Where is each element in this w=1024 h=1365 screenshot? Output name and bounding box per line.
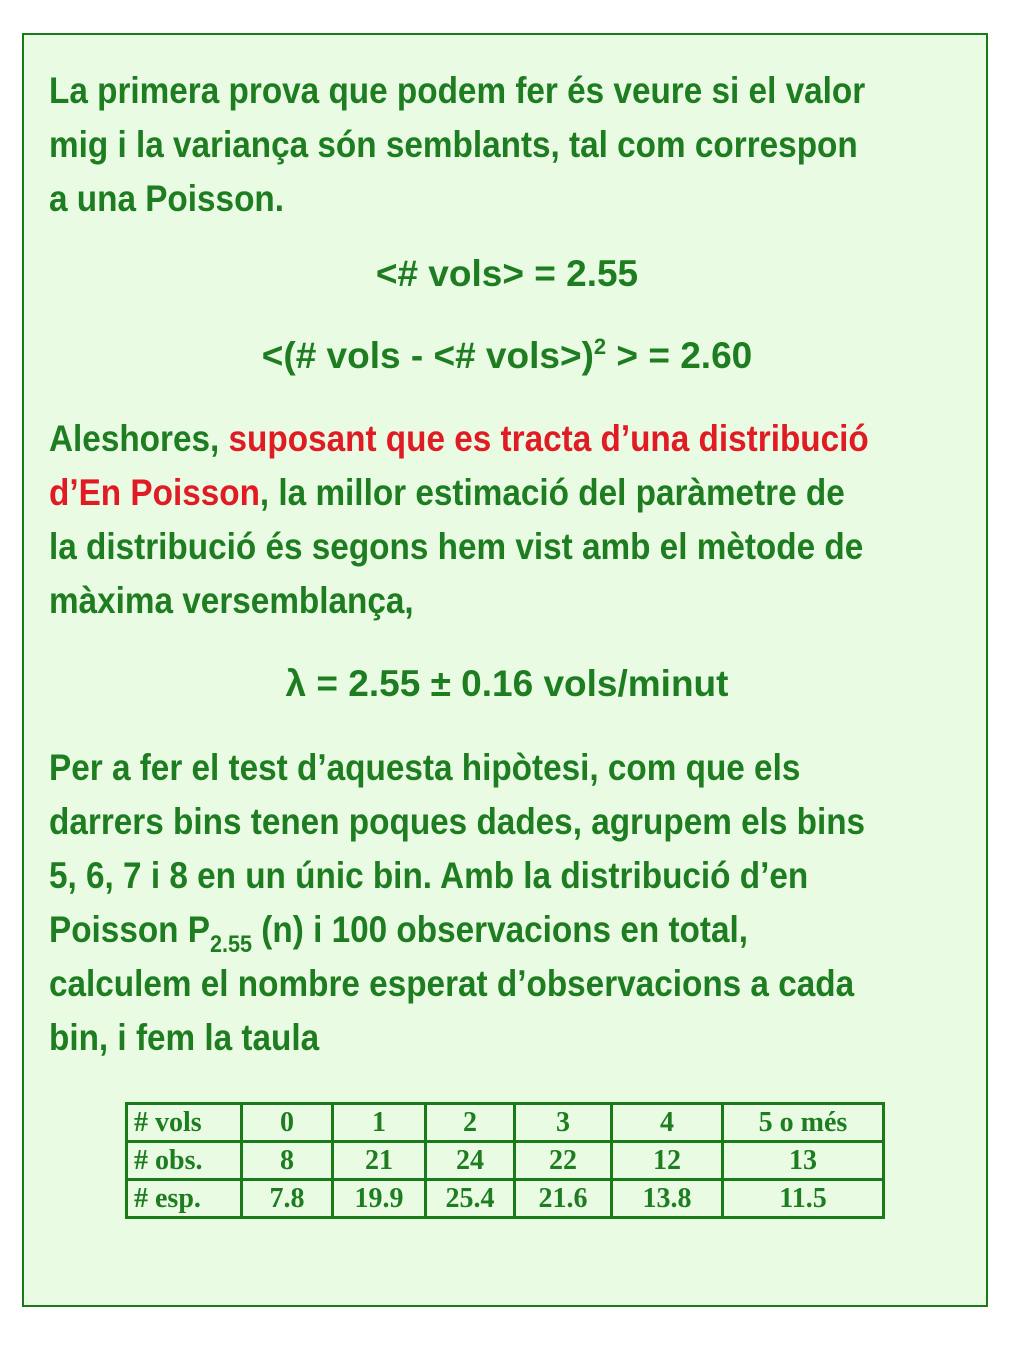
poisson-label: Poisson P	[49, 909, 211, 950]
slide-panel	[22, 33, 988, 1307]
table-cell: 21.6	[515, 1180, 612, 1218]
assumption-paragraph	[49, 412, 882, 628]
table-cell: 0	[242, 1104, 333, 1142]
table-cell: 21	[333, 1142, 426, 1180]
table-cell: 8	[242, 1142, 333, 1180]
test-line-2: darrers bins tenen poques dades, agrupem els bins	[49, 801, 866, 842]
intro-paragraph	[49, 64, 882, 226]
intro-line-1: La primera prova que podem fer és veure si el valor	[49, 70, 866, 111]
table-cell: 22	[515, 1142, 612, 1180]
assumption-line-4: màxima versemblança,	[49, 580, 414, 621]
assumption-rest: , la millor estimació del paràmetre de	[259, 472, 845, 513]
assumption-start: Aleshores,	[49, 418, 229, 459]
table-cell: 12	[612, 1142, 723, 1180]
table-cell: 4	[612, 1104, 723, 1142]
table-cell: 13	[723, 1142, 884, 1180]
assumption-line-3: la distribució és segons hem vist amb el mètode de	[49, 526, 864, 567]
table-cell: 25.4	[426, 1180, 515, 1218]
row-label: # obs.	[127, 1142, 242, 1180]
lambda-equation: λ = 2.55 ± 0.16 vols/minut	[285, 663, 729, 704]
test-line-4	[49, 903, 882, 957]
intro-line-2: mig i la variança són semblants, tal com correspon	[49, 124, 858, 165]
assumption-line-2	[49, 466, 882, 520]
row-label: # vols	[127, 1104, 242, 1142]
table-cell: 24	[426, 1142, 515, 1180]
table-cell: 13.8	[612, 1180, 723, 1218]
table-cell: 5 o més	[723, 1104, 884, 1142]
observations-table	[125, 1102, 885, 1219]
row-label: # esp.	[127, 1180, 242, 1218]
variance-lhs: <(# vols - <# vols>)	[261, 335, 594, 376]
table-cell: 3	[515, 1104, 612, 1142]
assumption-highlight-1: suposant que es tracta d’una distribució	[228, 418, 869, 459]
table-row	[127, 1142, 884, 1180]
table-cell: 19.9	[333, 1180, 426, 1218]
test-line-6: bin, i fem la taula	[49, 1017, 320, 1058]
test-paragraph	[49, 741, 882, 1065]
test-line-5: calculem el nombre esperat d’observacions a cada	[49, 963, 855, 1004]
variance-equation	[24, 329, 990, 383]
table-row	[127, 1104, 884, 1142]
assumption-highlight-2: d’En Poisson	[49, 472, 260, 513]
intro-line-3: a una Poisson.	[49, 178, 285, 219]
table-cell: 1	[333, 1104, 426, 1142]
test-line-3: 5, 6, 7 i 8 en un únic bin. Amb la distribució d’en	[49, 855, 809, 896]
table-cell: 7.8	[242, 1180, 333, 1218]
table-cell: 2	[426, 1104, 515, 1142]
mean-equation: <# vols> = 2.55	[375, 253, 639, 294]
table-row	[127, 1180, 884, 1218]
assumption-line-1	[49, 412, 882, 466]
table-cell: 11.5	[723, 1180, 884, 1218]
variance-rhs: > = 2.60	[606, 335, 753, 376]
variance-exponent: 2	[593, 334, 607, 359]
poisson-subscript: 2.55	[210, 931, 253, 958]
test-line-1: Per a fer el test d’aquesta hipòtesi, com que els	[49, 747, 801, 788]
poisson-rest: (n) i 100 observacions en total,	[252, 909, 748, 950]
